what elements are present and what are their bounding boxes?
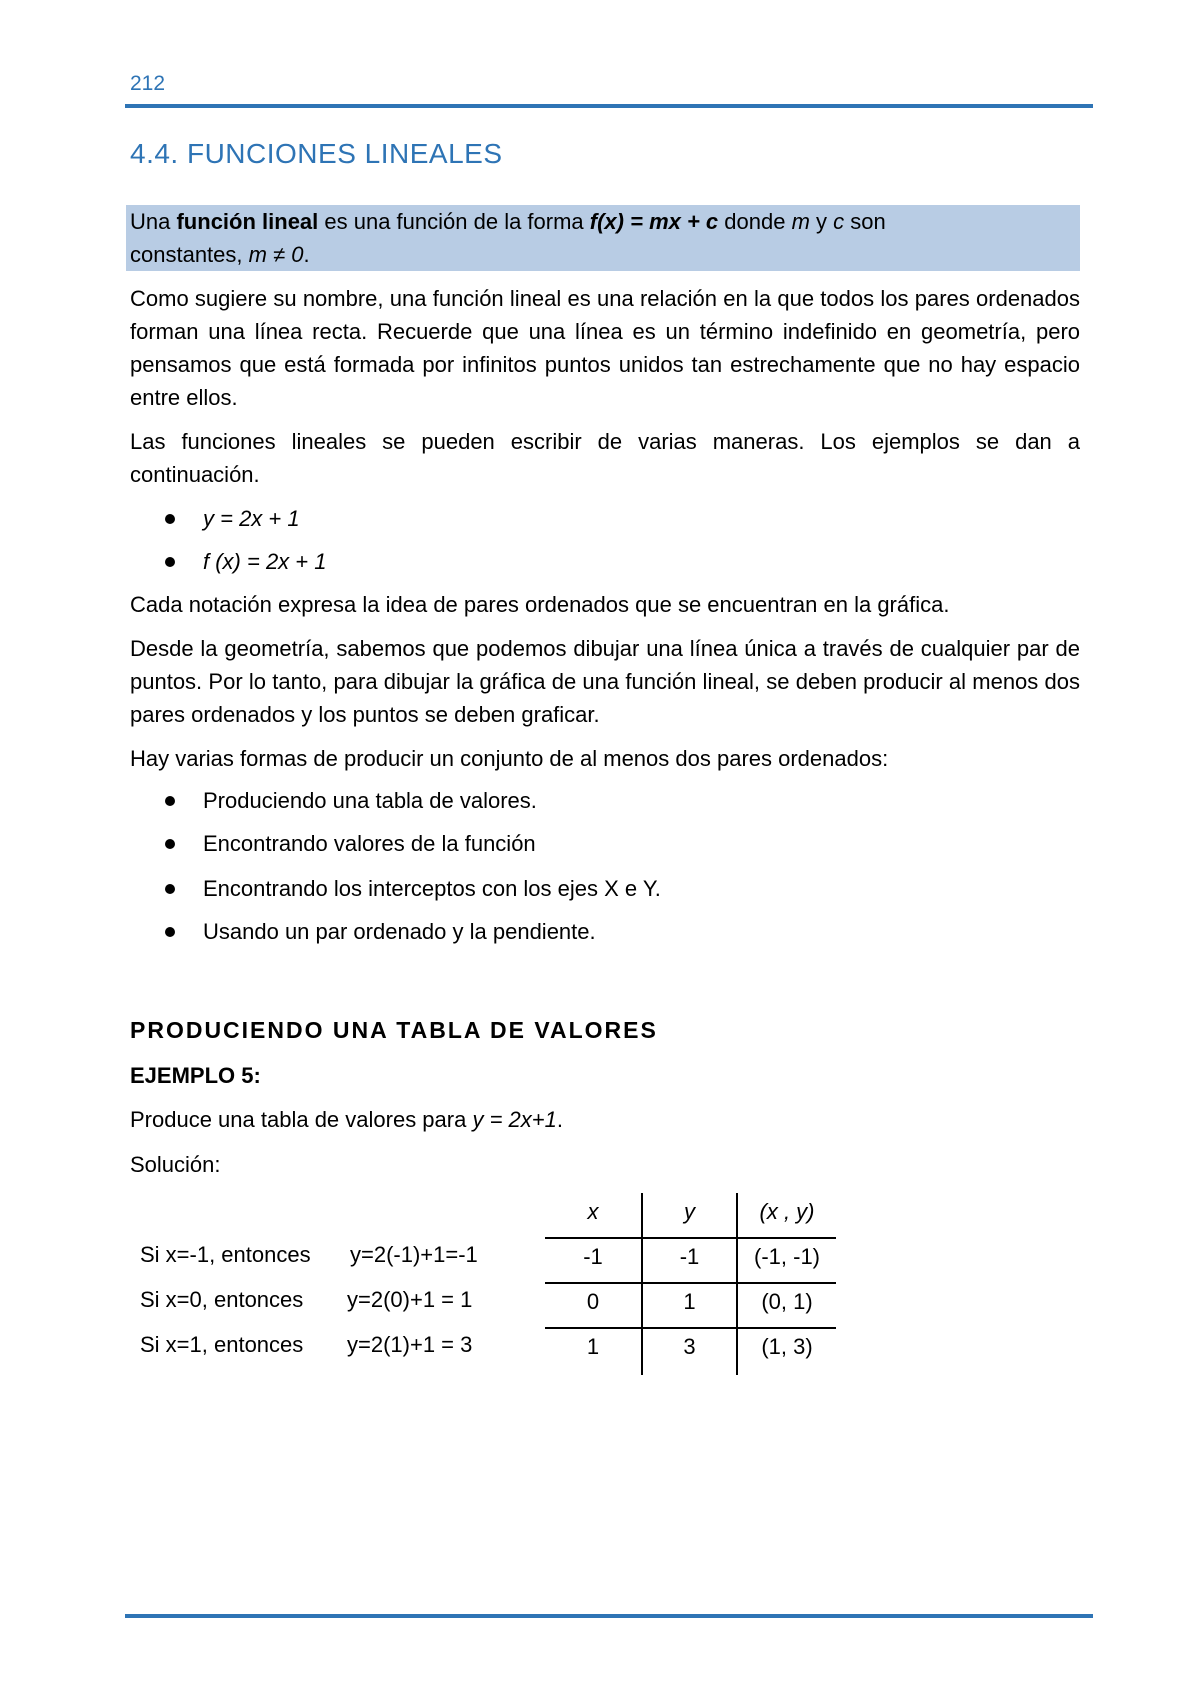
bullet-icon bbox=[165, 884, 175, 894]
table-cell-y: -1 bbox=[679, 1244, 700, 1269]
bullet-icon bbox=[165, 557, 175, 567]
table-header-rule bbox=[545, 1237, 836, 1239]
paragraph-2: Las funciones lineales se pueden escribir de varias maneras. Los ejemplos se dan a continuación. bbox=[130, 429, 1080, 487]
table-cell-x: 0 bbox=[586, 1289, 600, 1314]
table-row-rule bbox=[545, 1327, 836, 1329]
row-calculation: y=2(0)+1 = 1 bbox=[347, 1287, 473, 1312]
solution-label: Solución: bbox=[130, 1152, 221, 1177]
definition-condition: m ≠ 0 bbox=[248, 242, 304, 267]
bullet-icon bbox=[165, 839, 175, 849]
table-header-x: x bbox=[587, 1199, 599, 1224]
bullet-icon bbox=[165, 796, 175, 806]
paragraph-4: Desde la geometría, sabemos que podemos dibujar una línea única a través de cualquier par de puntos. Por lo tanto, para dibujar la gráfica de una función lineal, se deben producir al menos dos pares ordenados y los puntos se deben graficar. bbox=[130, 636, 1080, 727]
page-number: 212 bbox=[130, 72, 166, 95]
footer-rule bbox=[125, 1614, 1093, 1618]
paragraph-1: Como sugiere su nombre, una función lineal es una relación en la que todos los pares ordenados forman una línea recta. Recuerde que una línea es un término indefinido en geometría, pero pensamos que está formada por infinitos puntos unidos tan estrechamente que no hay espacio entre ellos. bbox=[130, 286, 1080, 410]
table-row-rule bbox=[545, 1282, 836, 1284]
notation-example-2: f (x) = 2x + 1 bbox=[203, 549, 327, 574]
table-cell-pair: (0, 1) bbox=[761, 1289, 813, 1314]
example-label: EJEMPLO 5: bbox=[130, 1063, 261, 1088]
table-cell-y: 1 bbox=[683, 1289, 696, 1314]
definition-term: función lineal bbox=[176, 209, 319, 234]
row-condition: Si x=-1, entonces bbox=[140, 1242, 311, 1267]
table-cell-x: 1 bbox=[586, 1334, 600, 1359]
method-item: Produciendo una tabla de valores. bbox=[203, 788, 537, 813]
section-title: 4.4. FUNCIONES LINEALES bbox=[130, 138, 503, 169]
header-rule bbox=[125, 104, 1093, 108]
row-calculation: y=2(-1)+1=-1 bbox=[350, 1242, 478, 1267]
example-prompt: Produce una tabla de valores para y = 2x+1. bbox=[130, 1107, 563, 1132]
bullet-icon bbox=[165, 927, 175, 937]
method-item: Usando un par ordenado y la pendiente. bbox=[203, 919, 596, 944]
table-header-pair: (x , y) bbox=[759, 1199, 815, 1224]
table-cell-pair: (1, 3) bbox=[761, 1334, 813, 1359]
table-header-y: y bbox=[684, 1199, 695, 1224]
table-cell-x: -1 bbox=[583, 1244, 603, 1269]
notation-example-1: y = 2x + 1 bbox=[203, 506, 300, 531]
paragraph-3: Cada notación expresa la idea de pares ordenados que se encuentran en la gráfica. bbox=[130, 592, 950, 617]
method-item: Encontrando los interceptos con los ejes X e Y. bbox=[203, 876, 661, 901]
example-equation: y = 2x+1 bbox=[472, 1107, 557, 1132]
definition-formula: f(x) = mx + c bbox=[589, 209, 719, 234]
subsection-title: PRODUCIENDO UNA TABLA DE VALORES bbox=[130, 1017, 658, 1043]
table-cell-y: 3 bbox=[683, 1334, 696, 1359]
bullet-icon bbox=[165, 514, 175, 524]
paragraph-5: Hay varias formas de producir un conjunto de al menos dos pares ordenados: bbox=[130, 746, 889, 771]
row-condition: Si x=0, entonces bbox=[140, 1287, 304, 1312]
definition-line-2: constantes, m ≠ 0. bbox=[130, 242, 310, 267]
row-condition: Si x=1, entonces bbox=[140, 1332, 304, 1357]
table-cell-pair: (-1, -1) bbox=[754, 1244, 820, 1269]
row-calculation: y=2(1)+1 = 3 bbox=[347, 1332, 473, 1357]
method-item: Encontrando valores de la función bbox=[203, 831, 536, 856]
definition-line-1: Una función lineal es una función de la forma f(x) = mx + c donde m y c son bbox=[130, 209, 886, 234]
